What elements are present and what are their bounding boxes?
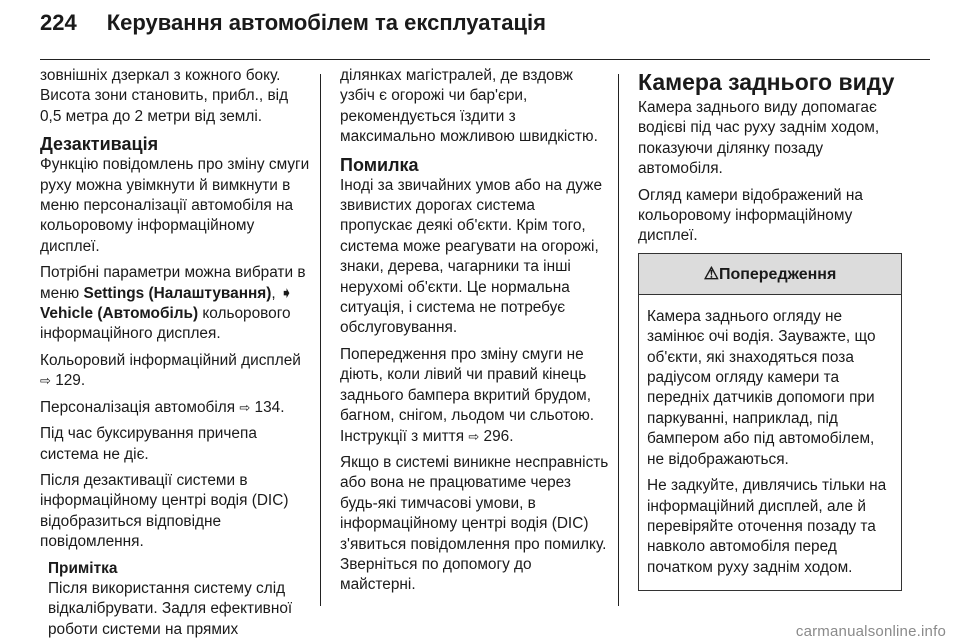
paragraph: Огляд камери відображений на кольоровому інформаційному дисплеї. [638, 186, 863, 245]
column-left [40, 66, 310, 640]
section-heading-error: Помилка [340, 154, 419, 175]
cross-reference-icon: ⇨ [239, 399, 251, 415]
note-title: Примітка [48, 559, 118, 577]
text: Попередження про зміну смуги не діють, коли лівий чи правий кінець заднього бампера вкритий брудом, багном, снігом, льодом чи сльотою. Інструкції з миття [340, 345, 595, 445]
paragraph: Функцію повідомлень про зміну смуги руху можна увімкнути й вимкнути в меню персоналізації автомобіля на кольоровому інформаційному дисплеї. [40, 156, 310, 255]
column-right [638, 66, 900, 591]
page-reference[interactable]: 296. [483, 427, 514, 445]
text: кольорового інформаційного дисплея. [40, 305, 291, 343]
menu-settings: Settings (Налаштування) [83, 284, 272, 302]
cross-reference-icon: ⇨ [40, 373, 51, 389]
paragraph: Камера заднього виду допомагає водієві під час руху заднім ходом, показуючи ділянку позаду автомобіля. [638, 99, 880, 178]
paragraph-xref [340, 345, 610, 447]
header-divider [40, 59, 930, 60]
section-heading-rear-camera: Камера заднього виду [638, 69, 895, 95]
paragraph: Після дезактивації системи в інформаційному центрі водія (DIC) відобразиться відповідне повідомлення. [40, 471, 289, 551]
paragraph-xref [40, 351, 310, 392]
warning-paragraph: Камера заднього огляду не замінює очі водія. Зауважте, що об'єкти, які знаходяться поза радіусом огляду камери та передніх датчиків допомоги при паркуванні, наприклад, під бампером або під автомобілем, не відображаються. [647, 307, 876, 468]
paragraph: Під час буксирування причепа система не діє. [40, 425, 257, 463]
section-heading-deactivation: Дезактивація [40, 134, 159, 155]
paragraph: Якщо в системі виникне несправність або вона не працюватиме через будь-які тимчасові умови, в інформаційному центрі водія (DIC) з'явиться повідомлення про помилку. Зверніться по допомогу до майстерні. [340, 453, 609, 594]
watermark: carmanualsonline.info [795, 623, 946, 640]
note-block [48, 559, 310, 641]
column-middle [340, 66, 610, 602]
column-divider [320, 74, 321, 606]
paragraph-menu-path [40, 263, 310, 345]
text: Кольоровий інформаційний дисплей [40, 351, 301, 369]
warning-body [639, 295, 901, 590]
warning-title: Попередження [718, 265, 837, 283]
paragraph-xref [40, 398, 310, 418]
page-title: Керування автомобілем та експлуатація [106, 10, 546, 35]
paragraph: зовнішніх дзеркал з кожного боку. Висота зони становить, прибл., від 0,5 метра до 2 метри від землі. [40, 67, 289, 125]
warning-paragraph: Не задкуйте, дивлячись тільки на інформаційний дисплей, але й перевіряйте оточення позаду та навколо автомобіля перед початком руху заднім ходом. [647, 477, 887, 576]
warning-header [639, 254, 901, 295]
page-header [40, 10, 546, 36]
page-number: 224 [40, 10, 77, 35]
text: Персоналізація автомобіля [40, 398, 240, 416]
paragraph: Іноді за звичайних умов або на дуже звивистих дорогах система пропускає деякі об'єкти. Крім того, система може реагувати на огорожі, знаки, дерева, чагарники та інші нерухомі об'єкти. Це нормальна ситуація, і система не потребує обслуговування. [340, 176, 603, 337]
text: Потрібні параметри можна вибрати в меню [40, 264, 306, 302]
column-divider [618, 74, 619, 606]
page-reference[interactable]: 134. [254, 398, 285, 416]
note-text: Після використання систему слід відкалібрувати. Задля ефективної роботи системи на прямих [48, 579, 293, 638]
menu-separator: , ➧ [271, 284, 293, 302]
warning-box [638, 253, 902, 591]
menu-vehicle: Vehicle (Автомобіль) [40, 305, 199, 323]
page-reference[interactable]: 129. [55, 372, 86, 390]
warning-icon: ⚠ [703, 263, 719, 283]
paragraph: ділянках магістралей, де вздовж узбіч є огорожі чи бар'єри, рекомендується їздити з максимально можливою швидкістю. [340, 67, 598, 146]
cross-reference-icon: ⇨ [468, 428, 480, 444]
